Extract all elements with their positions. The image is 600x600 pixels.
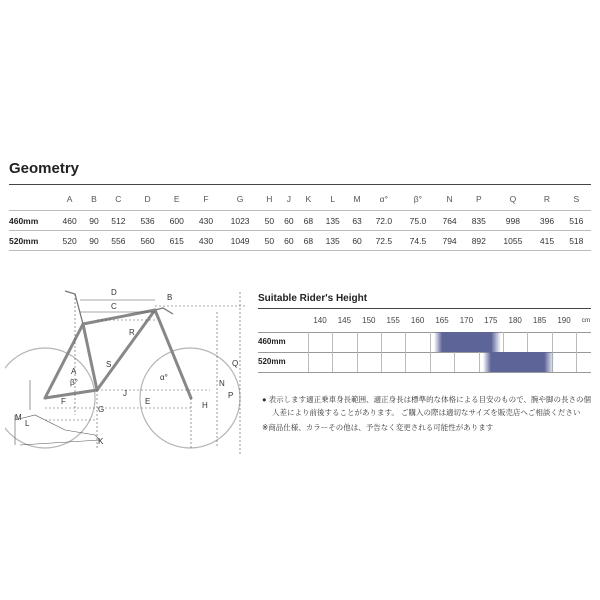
note-text: ● 表示します適正乗車身長範囲、適正身長は標準的な体格による目安のもので、腕や脚の長さの個人差により前後することがあります。 ご購入の際は適切なサイズを販売店へご相談ください <box>262 395 591 417</box>
table-cell: 396 <box>532 211 561 231</box>
table-cell: 516 <box>562 211 591 231</box>
size-label: 520mm <box>258 357 286 366</box>
table-cell: 794 <box>435 231 464 251</box>
scale-tick-label: 160 <box>410 316 425 325</box>
diagram-label: F <box>61 397 66 406</box>
table-cell: 460 <box>55 211 84 231</box>
riders-height-title: Suitable Rider's Height <box>258 293 368 304</box>
scale-tick-label: 190 <box>557 316 571 325</box>
diagram-label: H <box>202 401 208 410</box>
table-cell: 90 <box>84 211 104 231</box>
diagram-label: P <box>228 391 234 400</box>
column-header: Q <box>509 194 517 204</box>
column-header: K <box>305 194 312 204</box>
height-range-bar <box>434 332 501 352</box>
table-cell: 60 <box>347 231 367 251</box>
column-header: G <box>236 194 244 204</box>
table-cell: 520 <box>55 231 84 251</box>
scale-tick-label: 165 <box>435 316 449 325</box>
table-cell: 430 <box>191 231 220 251</box>
table-cell: 72.0 <box>367 211 401 231</box>
geometry-header-row <box>9 188 591 211</box>
row-divider <box>258 372 591 373</box>
diagram-label: S <box>106 360 112 369</box>
table-row <box>9 231 591 251</box>
diagram-label: J <box>123 389 127 398</box>
diagram-label: N <box>219 379 225 388</box>
table-cell: 68 <box>299 231 319 251</box>
geometry-table <box>9 188 591 251</box>
table-cell: 1023 <box>221 211 260 231</box>
diagram-label: R <box>129 328 135 337</box>
table-cell: 556 <box>104 231 133 251</box>
scale-tick-label: 170 <box>459 316 474 325</box>
column-header: β° <box>413 194 423 204</box>
column-header: B <box>91 194 97 204</box>
column-header: F <box>203 194 209 204</box>
scale-tick-label: 175 <box>484 316 498 325</box>
riders-height-chart <box>258 316 591 376</box>
table-row <box>9 211 591 231</box>
column-header: S <box>573 194 580 204</box>
table-cell: 512 <box>104 211 133 231</box>
column-header: A <box>66 194 73 204</box>
diagram-label: D <box>111 288 117 297</box>
table-cell: 63 <box>347 211 367 231</box>
table-cell: 1049 <box>221 231 260 251</box>
scale-tick-label: 180 <box>508 316 522 325</box>
column-header: M <box>353 194 361 204</box>
column-header: L <box>330 194 336 204</box>
table-cell: 60 <box>279 211 299 231</box>
table-cell: 50 <box>260 211 280 231</box>
scale-tick-label: 155 <box>386 316 400 325</box>
title-divider <box>9 184 591 185</box>
diagram-label: α° <box>160 373 168 382</box>
note-text: ※商品仕様、カラーその他は、予告なく変更される可能性があります <box>262 423 494 432</box>
table-cell: 430 <box>191 211 220 231</box>
table-cell: 764 <box>435 211 464 231</box>
table-cell: 135 <box>318 211 347 231</box>
diagram-label: K <box>98 437 104 446</box>
table-cell: 74.5 <box>401 231 435 251</box>
table-cell: 60 <box>279 231 299 251</box>
table-cell: 72.5 <box>367 231 401 251</box>
table-cell: 415 <box>532 231 561 251</box>
column-header: C <box>115 194 122 204</box>
scale-tick-label: 140 <box>313 316 327 325</box>
table-cell: 892 <box>464 231 493 251</box>
diagram-label: L <box>25 419 30 428</box>
bike-geometry-diagram <box>5 280 255 455</box>
diagram-label: A <box>71 367 77 376</box>
column-header: P <box>475 194 482 204</box>
size-label: 520mm <box>9 231 55 251</box>
diagram-label: G <box>98 405 105 414</box>
size-label: 460mm <box>9 211 55 231</box>
column-header: N <box>446 194 453 204</box>
table-cell: 90 <box>84 231 104 251</box>
riders-height-divider <box>258 308 591 309</box>
table-cell: 518 <box>562 231 591 251</box>
diagram-label: Q <box>232 359 239 368</box>
diagram-label: β° <box>70 378 78 387</box>
table-cell: 998 <box>493 211 532 231</box>
column-header: D <box>144 194 151 204</box>
table-cell: 68 <box>299 211 319 231</box>
size-header <box>9 188 55 211</box>
table-cell: 615 <box>162 231 191 251</box>
table-cell: 50 <box>260 231 280 251</box>
table-cell: 1055 <box>493 231 532 251</box>
column-header: α° <box>379 194 388 204</box>
table-cell: 560 <box>133 231 162 251</box>
size-label: 460mm <box>258 337 286 346</box>
scale-tick-label: 150 <box>362 316 376 325</box>
column-header: H <box>266 194 273 204</box>
height-row <box>258 352 591 372</box>
table-cell: 75.0 <box>401 211 435 231</box>
height-range-bar <box>483 352 554 372</box>
diagram-label: C <box>111 302 117 311</box>
scale-tick-label: 145 <box>337 316 352 325</box>
table-cell: 536 <box>133 211 162 231</box>
diagram-label: B <box>167 293 173 302</box>
table-cell: 135 <box>318 231 347 251</box>
column-header: E <box>173 194 180 204</box>
diagram-label: M <box>15 413 22 422</box>
column-header: R <box>543 194 551 204</box>
diagram-label: E <box>145 397 151 406</box>
table-cell: 835 <box>464 211 493 231</box>
notes <box>262 394 592 438</box>
scale-tick-label: 185 <box>532 316 547 325</box>
table-cell: 600 <box>162 211 191 231</box>
scale-unit: cm <box>581 317 591 324</box>
height-row <box>258 332 591 352</box>
column-header: J <box>286 194 291 204</box>
geometry-title: Geometry <box>9 160 80 177</box>
